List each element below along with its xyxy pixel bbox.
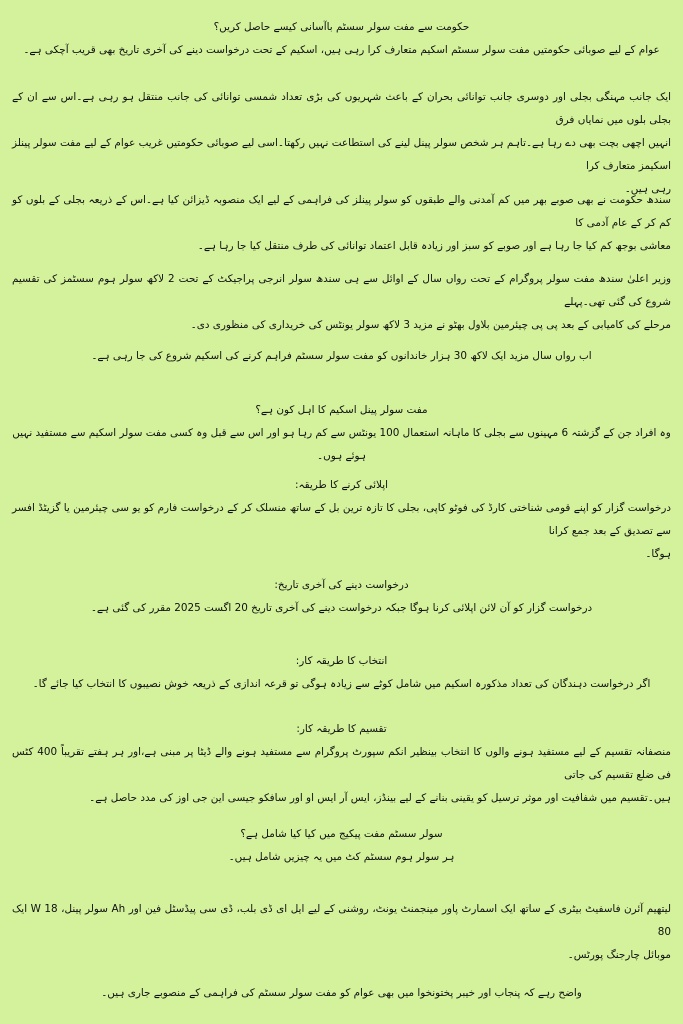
section-heading: تقسیم کا طریقہ کار: [296,723,387,735]
paragraph-line: انہیں اچھی بچت بھی دے رہا ہے۔تاہم ہر شخص سولر پینل لینے کی استطاعت نہیں رکھتا۔اسی لیے صوبائی حکومتیں غریب عوام کے لیے مفت سولر پینلز اسکیمز متعارف کرا [12,137,671,172]
section-eligibility [12,399,671,468]
paragraph-line: رہی ہیں۔ [624,183,671,195]
paragraph-line: وزیر اعلیٰ سندھ مفت سولر پروگرام کے تحت رواں سال کے اوائل سے ہی سندھ سولر انرجی پراجیکٹ کے تحت 2 لاکھ سولر ہوم سسٹمز کی تقسیم شروع کی گئی تھی۔پہلے [12,273,671,308]
paragraph-line: ہیں۔تقسیم میں شفافیت اور موثر ترسیل کو یقینی بنانے کے لیے بینڈز، ایس آر ایس او اور سافکو جیسی این جی اوز کی مدد حاصل ہے۔ [89,792,671,804]
paragraph-line: وہ افراد جن کے گزشتہ 6 مہینوں سے بجلی کا ماہانہ استعمال 100 یونٹس سے کم رہا ہو اور اس سے قبل وہ کسی مفت سولر اسکیم سے مستفید نہیں ہوئے ہوں۔ [12,427,671,462]
paragraph-line: مرحلے کی کامیابی کے بعد پی پی چیئرمین بلاول بھٹو نے مزید 3 لاکھ سولر یونٹس کی خریداری کی منظوری دی۔ [190,319,671,331]
section-distribution [12,718,671,810]
section-package [12,823,671,869]
section-heading: اپلائی کرنے کا طریقہ: [295,479,388,491]
paragraph-line: موبائل چارجنگ پورٹس۔ [567,949,671,961]
article-subtitle: عوام کے لیے صوبائی حکومتیں مفت سولر سسٹم اسکیم متعارف کرا رہی ہیں، اسکیم کے تحت درخواست دینے کی آخری تاریخ بھی قریب آچکی ہے۔ [23,44,660,56]
section-selection [12,650,671,696]
paragraph-line: ہر سولر ہوم سسٹم کٹ میں یہ چیزیں شامل ہیں۔ [228,851,455,863]
paragraph-line: اب رواں سال مزید ایک لاکھ 30 ہزار خاندانوں کو مفت سولر سسٹم فراہم کرنے کی اسکیم شروع کی جا رہی ہے۔ [91,350,592,362]
paragraph-line: درخواست گزار کو اپنے قومی شناختی کارڈ کی فوٹو کاپی، بجلی کا تازہ ترین بل کے ساتھ منسلک کر کے درخواست فارم کو یو سی چیئرمین یا گزیٹڈ افسر سے تصدیق کے بعد جمع کرانا [12,502,671,537]
article-title: حکومت سے مفت سولر سسٹم باآسانی کیسے حاصل کریں؟ [213,21,470,33]
section-heading: سولر سسٹم مفت پیکیج میں کیا کیا شامل ہے؟ [240,828,443,840]
section-heading: مفت سولر پینل اسکیم کا اہل کون ہے؟ [255,404,428,416]
paragraph-current-year [12,345,671,368]
paragraph-line: لیتھیم آئرن فاسفیٹ بیٹری کے ساتھ ایک اسمارٹ پاور مینجمنٹ یونٹ، روشنی کے لیے ایل ای ڈی بلب، ڈی سی پیڈسٹل فین اور Ah سولر پینل، W 18 ایک 80 [12,903,671,938]
paragraph-line: واضح رہے کہ پنجاب اور خیبر پختونخوا میں بھی عوام کو مفت سولر سسٹم کی فراہمی کے منصوبے جاری ہیں۔ [101,987,582,999]
section-apply-method [12,474,671,566]
paragraph-other-provinces [12,982,671,1005]
paragraph-line: درخواست گزار کو آن لائن اپلائی کرنا ہوگا جبکہ درخواست دینے کی آخری تاریخ 20 اگست 2025 مقرر کی گئی ہے۔ [90,602,593,614]
section-heading: درخواست دینے کی آخری تاریخ: [274,579,409,591]
paragraph-sindh-plan [12,189,671,258]
section-deadline [12,574,671,620]
paragraph-line: معاشی بوجھ کم کیا جا رہا ہے اور صوبے کو سبز اور زیادہ قابل اعتماد توانائی کی طرف منتقل کیا جا رہا ہے۔ [197,240,671,252]
paragraph-line: ہوگا۔ [645,548,671,560]
paragraph-cm-program [12,268,671,337]
section-heading: انتخاب کا طریقہ کار: [295,655,388,667]
paragraph-line: ایک جانب مہنگی بجلی اور دوسری جانب توانائی بحران کے باعث شہریوں کی بڑی تعداد شمسی توانائی کی جانب منتقل ہو رہی ہے۔اس سے ان کے بجلی بلوں میں نمایاں فرق [12,91,671,126]
paragraph-energy-crisis [12,86,671,201]
paragraph-line: منصفانہ تقسیم کے لیے مستفید ہونے والوں کا انتخاب بینظیر انکم سپورٹ پروگرام سے مستفید ہونے والے ڈیٹا پر مبنی ہے،اور ہر ہفتے تقریباً 400 کٹس فی ضلع تقسیم کی جاتی [12,746,671,781]
paragraph-line: سندھ حکومت نے بھی صوبے بھر میں کم آمدنی والے طبقوں کو سولر پینلز کی فراہمی کے لیے ایک منصوبہ ڈیزائن کیا ہے۔اس کے ذریعہ بجلی کے بلوں کو کم کر کے عام آدمی کا [12,194,671,229]
paragraph-kit-contents [12,898,671,967]
paragraph-line: اگر درخواست دہندگان کی تعداد مذکورہ اسکیم میں شامل کوٹے سے زیادہ ہوگی تو قرعہ اندازی کے ذریعہ خوش نصیبوں کا انتخاب کیا جائے گا۔ [32,678,651,690]
article-intro [12,16,671,62]
